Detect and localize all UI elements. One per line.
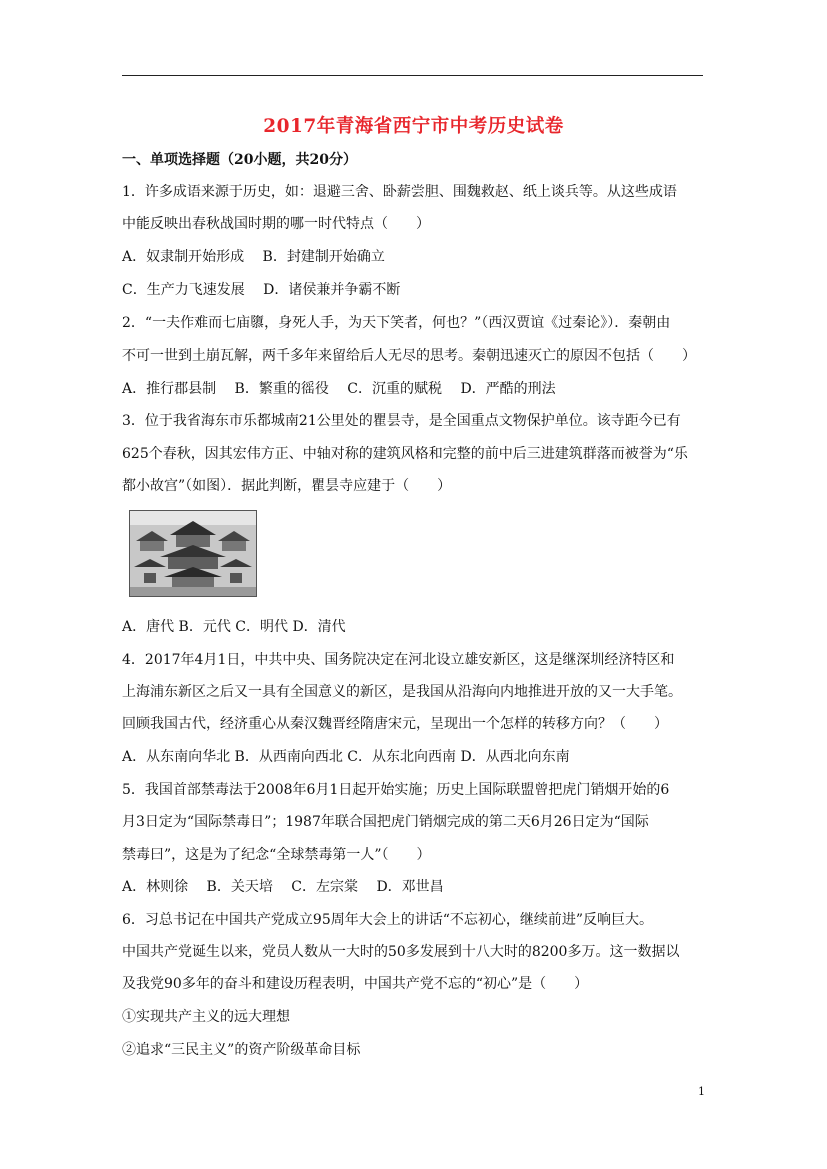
- question-4-line-3: 回顾我国古代，经济重心从秦汉魏晋经隋唐宋元，呈现出一个怎样的转移方向？（ ）: [122, 716, 668, 732]
- question-3-options: A．唐代 B．元代 C．明代 D．清代: [122, 619, 346, 635]
- question-4-options: A．从东南向华北 B．从西南向西北 C．从东北向西南 D．从西北向东南: [122, 749, 570, 765]
- question-5-options: A．林则徐 B．关天培 C．左宗棠 D．邓世昌: [122, 879, 444, 895]
- section-heading: 一、单项选择题（20小题，共20分）: [122, 152, 357, 168]
- temple-photo-image: [130, 511, 256, 596]
- question-5-line-3: 禁毒曰”，这是为了纪念“全球禁毒第一人”（ ）: [122, 847, 431, 863]
- question-5-line-1: 5．我国首部禁毒法于2008年6月1日起开始实施；历史上国际联盟曾把虎门销烟开始的6: [122, 782, 670, 798]
- question-4-line-1: 4．2017年4月1日，中共中央、国务院决定在河北设立雄安新区，这是继深圳经济特区和: [122, 652, 675, 668]
- page-title: 2017年青海省西宁市中考历史试卷: [263, 116, 564, 137]
- header-rule: [122, 75, 703, 76]
- question-1-line-2: 中能反映出春秋战国时期的哪一时代特点（ ）: [122, 216, 430, 232]
- question-1-options-cd: C．生产力飞速发展 D．诸侯兼并争霸不断: [122, 282, 401, 298]
- question-2-options: A．推行郡县制 B．繁重的徭役 C．沉重的赋税 D．严酷的刑法: [122, 381, 556, 397]
- question-6-line-3: 及我党90多年的奋斗和建设历程表明，中国共产党不忘的“初心”是（ ）: [122, 976, 589, 992]
- question-6-line-2: 中国共产党诞生以来，党员人数从一大时的50多发展到十八大时的8200多万。这一数据以: [122, 944, 680, 960]
- question-1-line-1: 1．许多成语来源于历史，如：退避三舍、卧薪尝胆、围魏救赵、纸上谈兵等。从这些成语: [122, 184, 677, 200]
- question-3-line-2: 625个春秋，因其宏伟方正、中轴对称的建筑风格和完整的前中后三进建筑群落而被誉为“乐: [122, 446, 688, 462]
- question-3-line-1: 3．位于我省海东市乐都城南21公里处的瞿昙寺，是全国重点文物保护单位。该寺距今已有: [122, 413, 681, 429]
- temple-photo: [129, 510, 257, 597]
- question-2-line-2: 不可一世到土崩瓦解，两千多年来留给后人无尽的思考。秦朝迅速灭亡的原因不包括（ ）: [122, 348, 696, 364]
- question-2-line-1: 2．“一夫作难而七庙隳，身死人手，为天下笑者，何也？”（西汉贾谊《过秦论》）．秦朝由: [122, 315, 671, 331]
- question-1-options-ab: A．奴隶制开始形成 B．封建制开始确立: [122, 249, 385, 265]
- question-5-line-2: 月3日定为“国际禁毒日”；1987年联合国把虎门销烟完成的第二天6月26日定为“国际: [122, 814, 649, 830]
- question-6-line-1: 6．习总书记在中国共产党成立95周年大会上的讲话“不忘初心，继续前进”反响巨大。: [122, 912, 654, 928]
- question-4-line-2: 上海浦东新区之后又一具有全国意义的新区，是我国从沿海向内地推进开放的又一大手笔。: [122, 684, 682, 700]
- question-6-item-1: ①实现共产主义的远大理想: [122, 1009, 290, 1025]
- question-6-item-2: ②追求“三民主义”的资产阶级革命目标: [122, 1042, 361, 1058]
- question-3-line-3: 都小故宫”（如图）．据此判断，瞿昙寺应建于（ ）: [122, 478, 452, 494]
- page-number: 1: [698, 1085, 705, 1098]
